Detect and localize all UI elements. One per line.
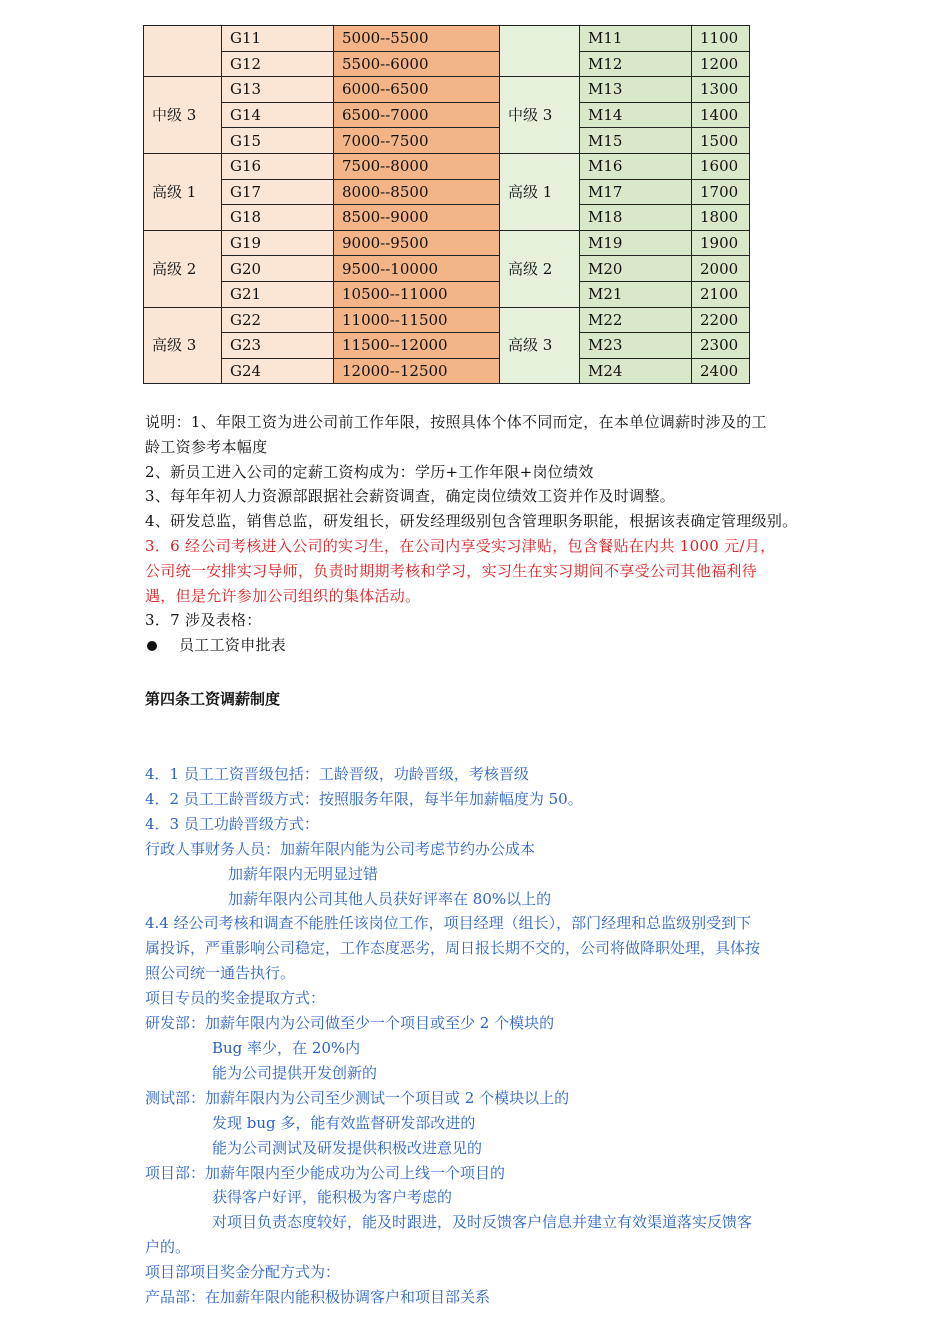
table-row xyxy=(144,179,750,205)
m-code-cell: M12 xyxy=(580,51,692,77)
level-cell: 高级 1 xyxy=(144,153,222,230)
salary-range-cell: 5000--5500 xyxy=(334,26,500,52)
section-4-line: 行政人事财务人员：加薪年限内能为公司考虑节约办公成本 xyxy=(145,839,536,858)
grade-cell: G24 xyxy=(222,358,334,384)
salary-grade-table xyxy=(143,25,750,384)
bullet-item-label: 员工工资申批表 xyxy=(179,636,287,655)
m-value-cell: 1100 xyxy=(692,26,750,52)
table-row xyxy=(144,307,750,333)
m-value-cell: 1700 xyxy=(692,179,750,205)
grade-cell: G18 xyxy=(222,205,334,231)
section-4-line: 产品部：在加薪年限内能积极协调客户和项目部关系 xyxy=(145,1288,491,1307)
grade-cell: G13 xyxy=(222,77,334,103)
table-row xyxy=(144,77,750,103)
section-4-line: 对项目负责态度较好，能及时跟进，及时反馈客户信息并建立有效渠道落实反馈客 xyxy=(212,1213,753,1232)
section-4-line: 4．2 员工工龄晋级方式：按照服务年限，每半年加薪幅度为 50。 xyxy=(145,789,583,808)
m-code-cell: M21 xyxy=(580,281,692,307)
section-4-line: 能为公司测试及研发提供积极改进意见的 xyxy=(212,1138,483,1157)
m-value-cell: 1900 xyxy=(692,230,750,256)
salary-range-cell: 6500--7000 xyxy=(334,102,500,128)
section-4-line: 4.4 经公司考核和调查不能胜任该岗位工作，项目经理（组长），部门经理和总监级别受到下 xyxy=(145,914,752,933)
m-value-cell: 2100 xyxy=(692,281,750,307)
m-level-cell-blank xyxy=(500,26,580,77)
level-cell: 高级 3 xyxy=(144,307,222,384)
m-value-cell: 2000 xyxy=(692,256,750,282)
note-4: 4、研发总监，销售总监，研发组长，研发经理级别包含管理职务职能，根据该表确定管理级别。 xyxy=(145,512,798,531)
table-row xyxy=(144,230,750,256)
note-2: 2、新员工进入公司的定薪工资构成为：学历+工作年限+岗位绩效 xyxy=(145,462,594,481)
grade-cell: G20 xyxy=(222,256,334,282)
salary-range-cell: 8000--8500 xyxy=(334,179,500,205)
note-3: 3、每年年初人力资源部跟据社会薪资调查，确定岗位绩效工资并作及时调整。 xyxy=(145,487,676,506)
m-code-cell: M24 xyxy=(580,358,692,384)
salary-range-cell: 10500--11000 xyxy=(334,281,500,307)
level-cell-blank xyxy=(144,26,222,77)
salary-range-cell: 9500--10000 xyxy=(334,256,500,282)
section-4-line: 能为公司提供开发创新的 xyxy=(212,1063,378,1082)
m-level-cell: 中级 3 xyxy=(500,77,580,154)
section-4-line: 研发部：加薪年限内为公司做至少一个项目或至少 2 个模块的 xyxy=(145,1014,555,1033)
salary-range-cell: 11500--12000 xyxy=(334,333,500,359)
section-4-line: 获得客户好评，能积极为客户考虑的 xyxy=(212,1188,453,1207)
table-row xyxy=(144,128,750,154)
m-code-cell: M23 xyxy=(580,333,692,359)
m-level-cell: 高级 1 xyxy=(500,153,580,230)
section-4-line: 加薪年限内无明显过错 xyxy=(228,864,379,883)
grade-cell: G23 xyxy=(222,333,334,359)
m-code-cell: M14 xyxy=(580,102,692,128)
grade-cell: G22 xyxy=(222,307,334,333)
m-level-cell: 高级 2 xyxy=(500,230,580,307)
table-row xyxy=(144,256,750,282)
salary-range-cell: 11000--11500 xyxy=(334,307,500,333)
forms-note: 3．7 涉及表格： xyxy=(145,611,262,630)
grade-cell: G15 xyxy=(222,128,334,154)
m-value-cell: 2400 xyxy=(692,358,750,384)
m-value-cell: 1500 xyxy=(692,128,750,154)
section-4-line: 发现 bug 多，能有效监督研发部改进的 xyxy=(212,1113,476,1132)
m-value-cell: 1800 xyxy=(692,205,750,231)
m-code-cell: M15 xyxy=(580,128,692,154)
section-4-line: 4．1 员工工资晋级包括：工龄晋级，功龄晋级，考核晋级 xyxy=(145,765,529,783)
section-4-line: 项目部项目奖金分配方式为： xyxy=(145,1263,341,1282)
m-value-cell: 1600 xyxy=(692,153,750,179)
section-4-line: 加薪年限内公司其他人员获好评率在 80%以上的 xyxy=(228,889,552,908)
table-row xyxy=(144,153,750,179)
grade-cell: G17 xyxy=(222,179,334,205)
intern-note-line-3: 遇，但是允许参加公司组织的集体活动。 xyxy=(145,586,421,605)
section-4-line: 项目部：加薪年限内至少能成功为公司上线一个项目的 xyxy=(145,1163,506,1182)
table-row xyxy=(144,102,750,128)
m-value-cell: 1200 xyxy=(692,51,750,77)
table-row xyxy=(144,333,750,359)
note-1-line-b: 龄工资参考本幅度 xyxy=(145,437,268,456)
m-code-cell: M13 xyxy=(580,77,692,103)
salary-range-cell: 5500--6000 xyxy=(334,51,500,77)
section-4-body xyxy=(145,762,825,1310)
grade-cell: G12 xyxy=(222,51,334,77)
m-value-cell: 1300 xyxy=(692,77,750,103)
note-1-line-a: 说明：1、年限工资为进公司前工作年限，按照具体个体不同而定，在本单位调薪时涉及的工 xyxy=(145,413,767,431)
salary-range-cell: 7000--7500 xyxy=(334,128,500,154)
grade-cell: G16 xyxy=(222,153,334,179)
level-cell: 中级 3 xyxy=(144,77,222,154)
intern-note-line-1: 3．6 经公司考核进入公司的实习生，在公司内享受实习津贴，包含餐贴在内共 1000 元/月， xyxy=(145,536,776,555)
table-row xyxy=(144,358,750,384)
m-value-cell: 1400 xyxy=(692,102,750,128)
section-4-line: 4．3 员工功龄晋级方式： xyxy=(145,814,319,833)
m-code-cell: M11 xyxy=(580,26,692,52)
section-4-line: 户的。 xyxy=(145,1238,191,1257)
m-code-cell: M17 xyxy=(580,179,692,205)
section-4-line: 测试部：加薪年限内为公司至少测试一个项目或 2 个模块以上的 xyxy=(145,1088,570,1107)
level-cell: 高级 2 xyxy=(144,230,222,307)
grade-cell: G14 xyxy=(222,102,334,128)
salary-range-cell: 12000--12500 xyxy=(334,358,500,384)
bullet-icon xyxy=(147,641,157,651)
salary-range-cell: 6000--6500 xyxy=(334,77,500,103)
notes-section xyxy=(145,410,825,658)
m-value-cell: 2300 xyxy=(692,333,750,359)
section-4-line: 属投诉，严重影响公司稳定，工作态度恶劣，周日报长期不交的，公司将做降职处理，具体按 xyxy=(145,939,761,958)
table-row xyxy=(144,51,750,77)
m-value-cell: 2200 xyxy=(692,307,750,333)
bullet-item xyxy=(145,633,825,658)
section-4-line: 照公司统一通告执行。 xyxy=(145,964,296,983)
m-code-cell: M20 xyxy=(580,256,692,282)
intern-note-line-2: 公司统一安排实习导师，负责时期期考核和学习，实习生在实习期间不享受公司其他福利待 xyxy=(145,561,758,580)
salary-range-cell: 9000--9500 xyxy=(334,230,500,256)
table-row xyxy=(144,26,750,52)
m-level-cell: 高级 3 xyxy=(500,307,580,384)
m-code-cell: M18 xyxy=(580,205,692,231)
salary-range-cell: 7500--8000 xyxy=(334,153,500,179)
table-row xyxy=(144,281,750,307)
salary-range-cell: 8500--9000 xyxy=(334,205,500,231)
m-code-cell: M22 xyxy=(580,307,692,333)
section-heading: 第四条工资调薪制度 xyxy=(145,690,281,708)
m-code-cell: M16 xyxy=(580,153,692,179)
section-4-line: 项目专员的奖金提取方式： xyxy=(145,989,326,1008)
section-4-line: Bug 率少，在 20%内 xyxy=(212,1038,361,1057)
grade-cell: G21 xyxy=(222,281,334,307)
grade-cell: G11 xyxy=(222,26,334,52)
grade-cell: G19 xyxy=(222,230,334,256)
table-row xyxy=(144,205,750,231)
m-code-cell: M19 xyxy=(580,230,692,256)
